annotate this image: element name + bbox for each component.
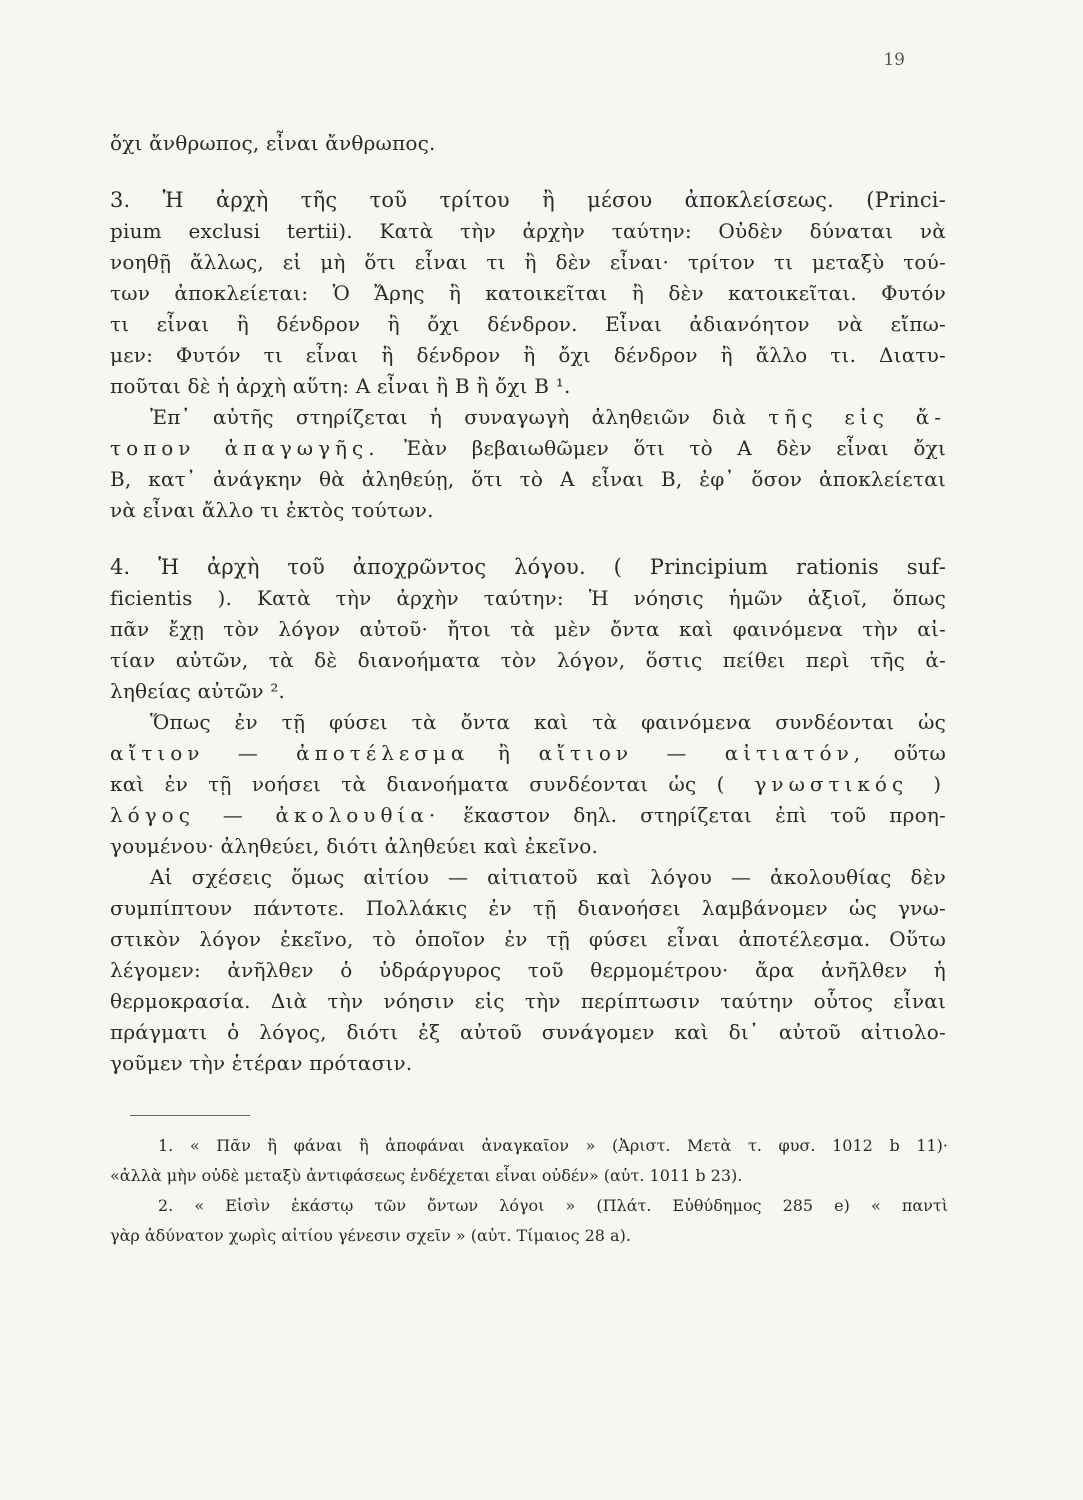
body-line: συμπίπτουν πάντοτε. Πολλάκις ἐν τῇ διανοήσει λαμβάνομεν ὡς γνω- bbox=[110, 896, 946, 920]
body-line: γουμένου· ἀληθεύει, διότι ἀληθεύει καὶ ἐκεῖνο. bbox=[110, 834, 599, 858]
body-text: ἢ bbox=[497, 741, 511, 765]
spaced-term: τῆς εἰς ἄ- bbox=[768, 405, 946, 429]
page-body bbox=[110, 128, 946, 1251]
body-line: ficientis ). Κατὰ τὴν ἀρχὴν ταύτην: Ἡ νόησις ἡμῶν ἀξιοῖ, ὅπως bbox=[110, 586, 946, 610]
body-line bbox=[110, 769, 946, 800]
section-4-heading: 4. Ἡ ἀρχὴ τοῦ ἀποχρῶντος λόγου. ( Principium rationis suf- bbox=[110, 555, 946, 579]
body-text: Ἐὰν βεβαιωθῶμεν ὅτι τὸ Α δὲν εἶναι ὄχι bbox=[404, 436, 946, 460]
spaced-term: ( γνωστικός ) bbox=[716, 772, 946, 796]
body-line: ληθείας αὐτῶν ². bbox=[110, 679, 286, 703]
body-line: πράγματι ὁ λόγος, διότι ἐξ αὐτοῦ συνάγομεν καὶ δι᾽ αὐτοῦ αἰτιολο- bbox=[110, 1020, 946, 1044]
spaced-term: αἴτιον — ἀποτέλεσμα bbox=[110, 741, 470, 765]
body-line: ὄχι ἄνθρωπος, εἶναι ἄνθρωπος. bbox=[110, 131, 436, 155]
body-line: λέγομεν: ἀνῆλθεν ὁ ὑδράργυρος τοῦ θερμομέτρου· ἄρα ἀνῆλθεν ἡ bbox=[110, 958, 946, 982]
body-line: των ἀποκλείεται: Ὁ Ἄρης ἢ κατοικεῖται ἢ δὲν κατοικεῖται. Φυτόν bbox=[110, 281, 946, 305]
body-text: Ἐπ᾽ αὐτῆς στηρίζεται ἡ συναγωγὴ ἀληθειῶν διὰ bbox=[150, 405, 747, 429]
body-line bbox=[110, 402, 946, 433]
footnote-2-continued: γὰρ ἀδύνατον χωρὶς αἰτίου γένεσιν σχεῖν » (αὐτ. Τίμαιος 28 a). bbox=[110, 1226, 631, 1245]
body-line: τι εἶναι ἢ δένδρον ἢ ὄχι δένδρον. Εἶναι ἀδιανόητον νὰ εἴπω- bbox=[110, 312, 946, 336]
body-text: καὶ ἐν τῇ νοήσει τὰ διανοήματα συνδέονται ὡς bbox=[110, 772, 697, 796]
spaced-term: λόγος — ἀκολουθία· bbox=[110, 803, 441, 827]
body-line: τίαν αὐτῶν, τὰ δὲ διανοήματα τὸν λόγον, ὅστις πείθει περὶ τῆς ἀ- bbox=[110, 648, 946, 672]
page-number: 19 bbox=[883, 50, 905, 70]
body-line bbox=[110, 800, 946, 831]
body-line: Αἱ σχέσεις ὅμως αἰτίου — αἰτιατοῦ καὶ λόγου — ἀκολουθίας δὲν bbox=[150, 865, 946, 889]
body-line: Β, κατ᾽ ἀνάγκην θὰ ἀληθεύῃ, ὅτι τὸ Α εἶναι Β, ἐφ᾽ ὅσον ἀποκλείεται bbox=[110, 467, 946, 491]
body-line: γοῦμεν τὴν ἑτέραν πρότασιν. bbox=[110, 1051, 413, 1075]
section-3-heading: 3. Ἡ ἀρχὴ τῆς τοῦ τρίτου ἢ μέσου ἀποκλείσεως. (Princi- bbox=[110, 188, 946, 212]
body-line: νοηθῇ ἄλλως, εἰ μὴ ὅτι εἶναι τι ἢ δὲν εἶναι· τρίτον τι μεταξὺ τού- bbox=[110, 250, 946, 274]
body-line: pium exclusi tertii). Κατὰ τὴν ἀρχὴν ταύτην: Οὐδὲν δύναται νὰ bbox=[110, 219, 946, 243]
body-line bbox=[110, 433, 946, 464]
body-text: οὕτω bbox=[893, 741, 946, 765]
footnote-2: 2. « Εἰσὶν ἑκάστῳ τῶν ὄντων λόγοι » (Πλάτ. Εὐθύδημος 285 e) « παντὶ bbox=[158, 1196, 948, 1215]
body-line: ποῦται δὲ ἡ ἀρχὴ αὕτη: Α εἶναι ἢ Β ἢ ὄχι Β ¹. bbox=[110, 374, 571, 398]
body-text: ἕκαστον δηλ. στηρίζεται ἐπὶ τοῦ προη- bbox=[463, 803, 946, 827]
body-line: Ὅπως ἐν τῇ φύσει τὰ ὄντα καὶ τὰ φαινόμενα συνδέονται ὡς bbox=[150, 710, 946, 734]
body-line: νὰ εἶναι ἄλλο τι ἐκτὸς τούτων. bbox=[110, 498, 434, 522]
footnote-divider bbox=[130, 1115, 250, 1117]
body-line: πᾶν ἔχῃ τὸν λόγον αὐτοῦ· ἤτοι τὰ μὲν ὄντα καὶ φαινόμενα τὴν αἰ- bbox=[110, 617, 946, 641]
footnote-1: 1. « Πᾶν ἢ φάναι ἢ ἀποφάναι ἀναγκαῖον » (Ἀριστ. Μετὰ τ. φυσ. 1012 b 11)· bbox=[158, 1136, 948, 1155]
body-line: στικὸν λόγον ἐκεῖνο, τὸ ὁποῖον ἐν τῇ φύσει εἶναι ἀποτέλεσμα. Οὕτω bbox=[110, 927, 946, 951]
spaced-term: τοπον ἀπαγωγῆς. bbox=[110, 436, 380, 460]
body-line bbox=[110, 738, 946, 769]
spaced-term: αἴτιον — αἰτιατόν, bbox=[538, 741, 866, 765]
body-line: θερμοκρασία. Διὰ τὴν νόησιν εἰς τὴν περίπτωσιν ταύτην οὗτος εἶναι bbox=[110, 989, 946, 1013]
body-line: μεν: Φυτόν τι εἶναι ἢ δένδρον ἢ ὄχι δένδρον ἢ ἄλλο τι. Διατυ- bbox=[110, 343, 946, 367]
footnote-1-continued: «ἀλλὰ μὴν οὐδὲ μεταξὺ ἀντιφάσεως ἐνδέχεται εἶναι οὐδέν» (αὐτ. 1011 b 23). bbox=[110, 1166, 743, 1185]
